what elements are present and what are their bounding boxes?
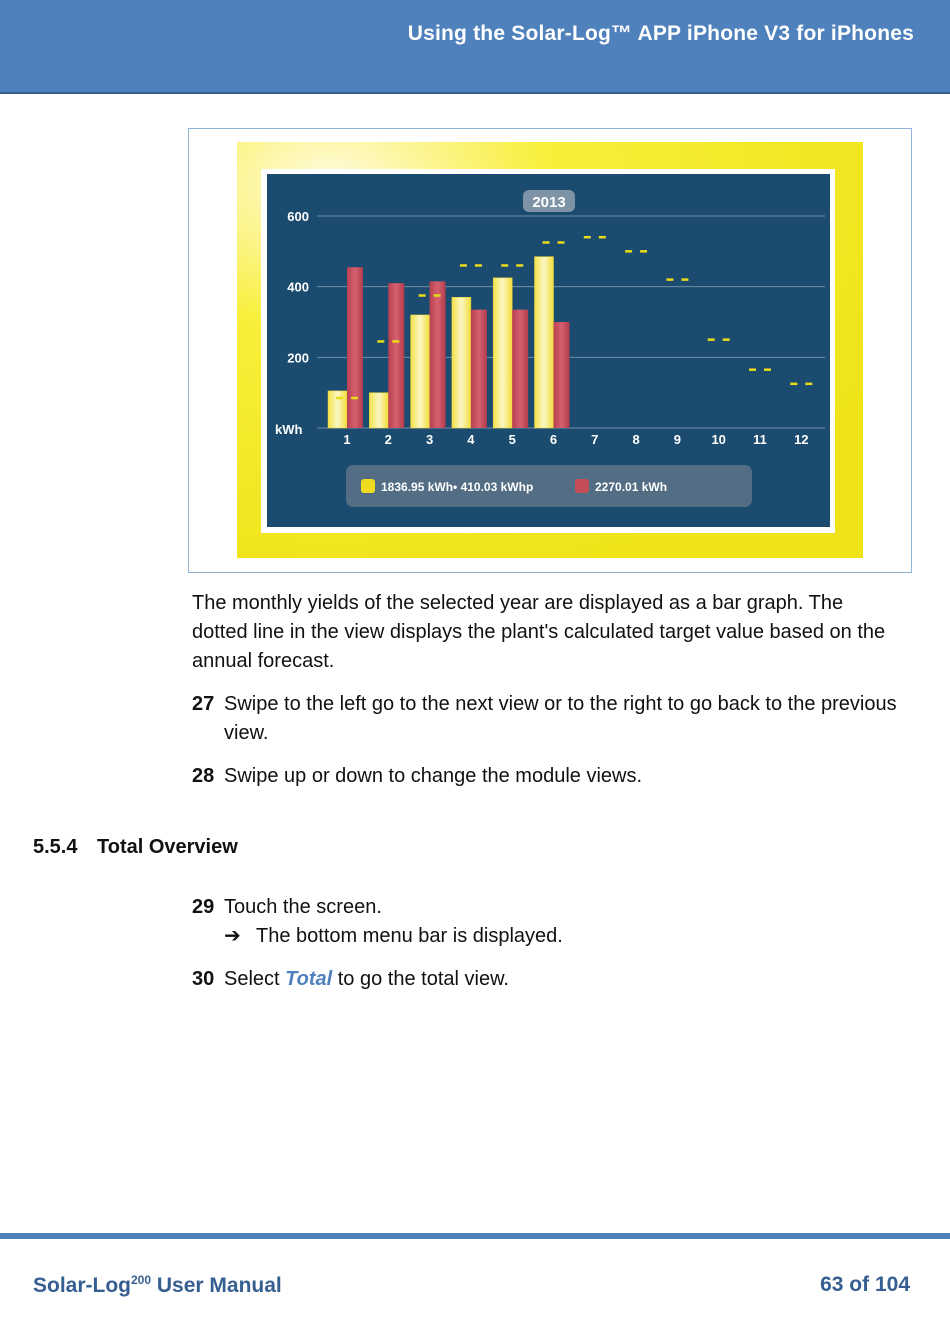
x-tick-label: 9: [673, 432, 682, 447]
bar-yield: [328, 391, 347, 428]
footer-divider: [0, 1233, 950, 1239]
bar-yield: [535, 257, 554, 428]
legend-swatch-yield: [361, 479, 375, 493]
step-30: [192, 965, 902, 994]
description-paragraph: The monthly yields of the selected year are displayed as a bar graph. The dotted line in the view displays the plant's calculated target value based on the annual forecast.: [192, 592, 886, 672]
step-number: 28: [192, 765, 215, 787]
x-tick-label: 12: [794, 432, 809, 447]
bar-yield: [493, 278, 512, 428]
x-tick-label: 4: [467, 432, 475, 447]
bar-yield: [369, 393, 388, 428]
x-tick-label: 1: [343, 432, 351, 447]
x-tick-label: 7: [591, 432, 599, 447]
legend-yield-text: 1836.95 kWh• 410.03 kWhp: [381, 480, 534, 494]
step-number: 27: [192, 693, 215, 715]
section-title: Total Overview: [97, 836, 238, 858]
y-axis-unit: kWh: [275, 422, 303, 437]
step-text: Swipe to the left go to the next view or to the right to go back to the previous view.: [224, 693, 897, 744]
year-badge-text: 2013: [532, 194, 566, 211]
step-text-post: to go the total view.: [332, 968, 509, 990]
bar-yield: [452, 297, 471, 428]
y-tick-label: 200: [287, 350, 309, 366]
y-tick-label: 400: [287, 279, 309, 295]
x-tick-label: 3: [425, 432, 434, 447]
page-number: 63 of 104: [820, 1273, 910, 1296]
x-tick-label: 2: [384, 432, 392, 447]
x-tick-label: 6: [549, 432, 558, 447]
step-29: [192, 893, 902, 951]
section-number: 5.5.4: [33, 836, 78, 858]
result-line: [224, 922, 902, 951]
page-header: [0, 0, 950, 94]
total-menu-item: Total: [285, 968, 333, 990]
arrow-right-icon: ➔: [224, 925, 241, 947]
step-text: Swipe up or down to change the module views.: [224, 765, 643, 787]
step-27: [192, 690, 902, 748]
x-tick-label: 5: [508, 432, 516, 447]
step-28: [192, 762, 902, 791]
step-text: Touch the screen.: [224, 896, 382, 918]
yield-chart: [237, 142, 863, 558]
bar-yield: [411, 315, 430, 428]
legend-swatch-previous: [575, 479, 589, 493]
step-number: 29: [192, 896, 215, 918]
y-tick-label: 600: [287, 209, 309, 224]
manual-label: User Manual: [151, 1274, 282, 1297]
product-model: 200: [131, 1273, 152, 1287]
step-text-pre: Select: [224, 968, 286, 990]
x-tick-label: 10: [711, 432, 726, 447]
legend-previous-text: 2270.01 kWh: [595, 480, 668, 494]
bar-previous: [554, 322, 570, 428]
x-tick-label: 11: [753, 432, 767, 447]
bar-previous: [430, 281, 446, 428]
header-title: Using the Solar-Log™ APP iPhone V3 for iPhones: [407, 22, 914, 45]
bar-previous: [388, 283, 404, 428]
step-number: 30: [192, 968, 215, 990]
bar-previous: [512, 310, 528, 428]
bar-previous: [471, 310, 487, 428]
footer-product: [33, 1273, 282, 1298]
x-tick-label: 8: [632, 432, 640, 447]
result-text: The bottom menu bar is displayed.: [256, 925, 563, 947]
product-name: Solar-Log: [33, 1274, 131, 1297]
section-heading: [33, 836, 238, 859]
bar-previous: [347, 267, 363, 428]
